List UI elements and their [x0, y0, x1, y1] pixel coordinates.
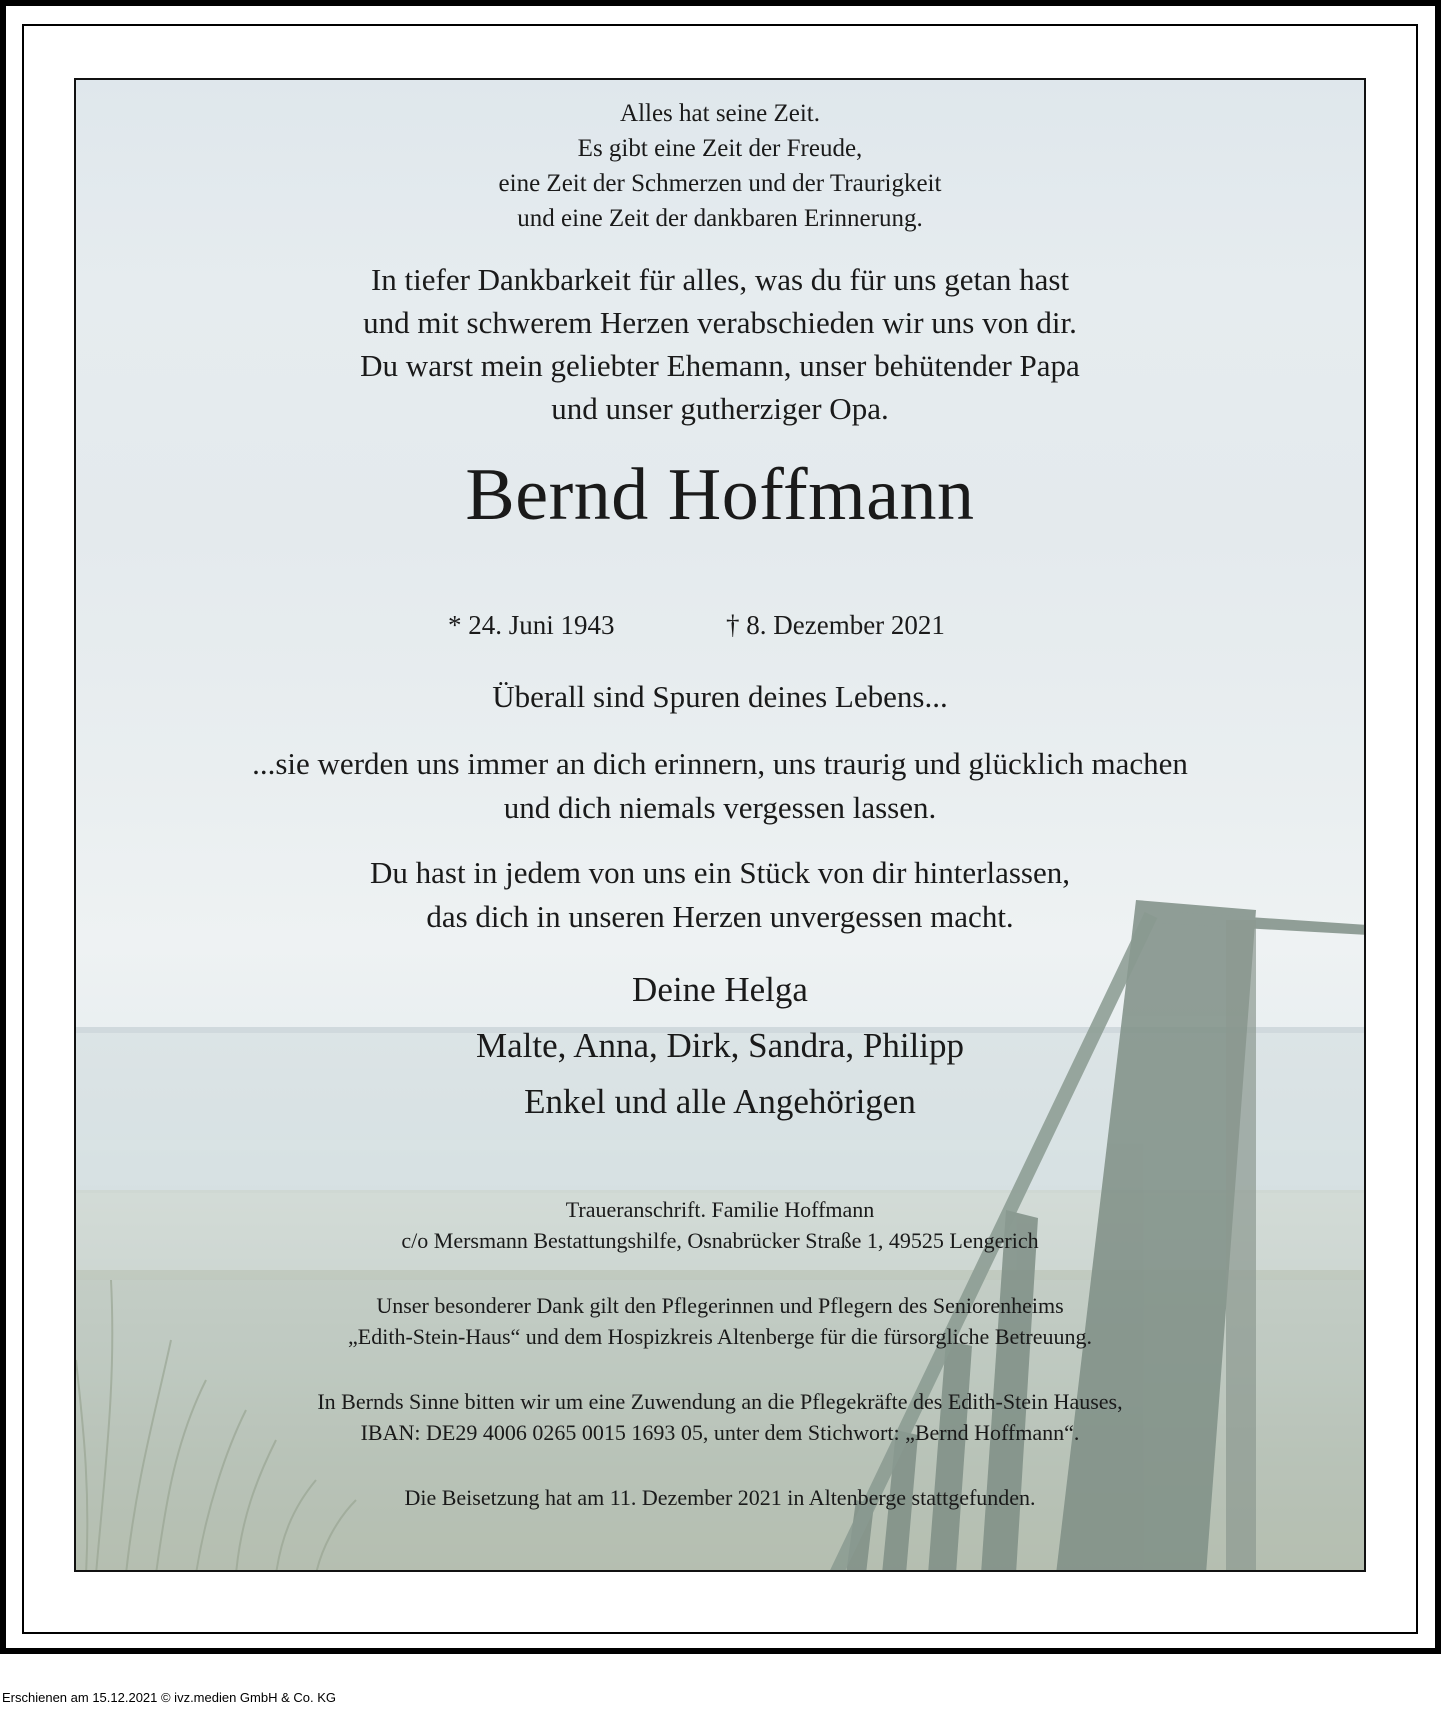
mourner-line: Deine Helga [632, 970, 808, 1009]
birth-date: * 24. Juni 1943 [448, 610, 615, 640]
address-line: Traueranschrift. Familie Hoffmann [565, 1197, 875, 1222]
obituary-photo [74, 78, 1366, 1572]
verse-two [76, 742, 1364, 830]
tribute-line: und mit schwerem Herzen verabschieden wir uns von dir. [363, 305, 1077, 340]
deceased-name: Bernd Hoffmann [465, 454, 975, 536]
tribute-text [76, 258, 1364, 430]
verse-line: Du hast in jedem von uns ein Stück von dir hinterlassen, [370, 855, 1070, 890]
mourner-line: Malte, Anna, Dirk, Sandra, Philipp [475, 1026, 964, 1065]
mourner-line: Enkel und alle Angehörigen [524, 1082, 916, 1121]
quote-line: eine Zeit der Schmerzen und der Traurigkeit [498, 170, 942, 197]
verse-line: das dich in unseren Herzen unvergessen macht. [426, 899, 1014, 934]
donation-line: IBAN: DE29 4006 0265 0015 1693 05, unter dem Stichwort: „Bernd Hoffmann“. [360, 1420, 1080, 1445]
burial-note [76, 1482, 1364, 1513]
verse-three [76, 851, 1364, 939]
tribute-line: In tiefer Dankbarkeit für alles, was du für uns getan hast [370, 262, 1070, 297]
death-date: † 8. Dezember 2021 [726, 610, 945, 640]
mourning-address [76, 1194, 1364, 1256]
donation-note [76, 1386, 1364, 1448]
address-line: c/o Mersmann Bestattungshilfe, Osnabrücker Straße 1, 49525 Lengerich [401, 1228, 1039, 1253]
publication-credit: Erschienen am 15.12.2021 © ivz.medien GmbH & Co. KG [2, 1690, 337, 1705]
verse-line: und dich niemals vergessen lassen. [503, 790, 937, 825]
thanks-note [76, 1290, 1364, 1352]
donation-line: In Bernds Sinne bitten wir um eine Zuwendung an die Pflegekräfte des Edith-Stein Hauses, [317, 1389, 1123, 1414]
verse-line: Überall sind Spuren deines Lebens... [492, 679, 948, 714]
mourners-list [76, 962, 1364, 1130]
verse-one [76, 677, 1364, 717]
opening-quote [76, 96, 1364, 236]
life-dates [76, 608, 1364, 642]
tribute-line: Du warst mein geliebter Ehemann, unser behütender Papa [360, 348, 1080, 383]
burial-line: Die Beisetzung hat am 11. Dezember 2021 in Altenberge stattgefunden. [404, 1485, 1036, 1510]
quote-line: Es gibt eine Zeit der Freude, [577, 135, 863, 162]
thanks-line: Unser besonderer Dank gilt den Pflegerinnen und Pflegern des Seniorenheims [376, 1293, 1064, 1318]
verse-line: ...sie werden uns immer an dich erinnern, uns traurig und glücklich machen [252, 746, 1188, 781]
quote-line: und eine Zeit der dankbaren Erinnerung. [517, 205, 923, 232]
quote-line: Alles hat seine Zeit. [620, 100, 820, 127]
thanks-line: „Edith-Stein-Haus“ und dem Hospizkreis Altenberge für die fürsorgliche Betreuung. [348, 1324, 1092, 1349]
tribute-line: und unser gutherziger Opa. [551, 391, 889, 426]
